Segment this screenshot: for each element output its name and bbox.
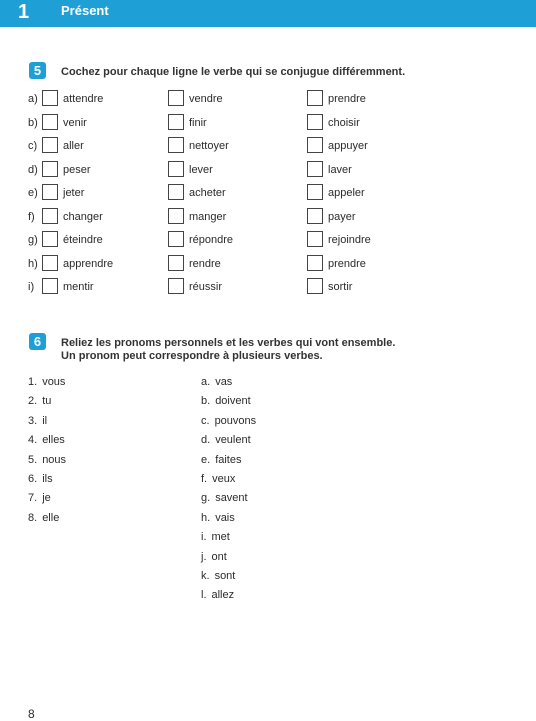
pronoun-item-number: 1. [28, 376, 38, 388]
pronoun-item-text: je [42, 492, 51, 505]
verb-item [201, 414, 256, 428]
checkbox[interactable] [42, 137, 58, 153]
exercise-6-instruction-line2: Un pronom peut correspondre à plusieurs verbes. [61, 350, 323, 362]
verb-label: appeler [328, 187, 365, 199]
pronoun-item-number: 5. [28, 453, 38, 466]
row-letter: g) [28, 234, 38, 246]
verb-label: choisir [328, 116, 360, 129]
verb-label: lever [189, 163, 213, 176]
verb-label: changer [63, 210, 103, 223]
verb-item [201, 530, 230, 544]
verb-item [201, 491, 248, 505]
verb-item-text: met [211, 531, 230, 544]
verb-item [201, 394, 251, 408]
row-letter: i) [28, 281, 35, 293]
verb-label: acheter [189, 187, 226, 199]
verb-item [201, 511, 235, 525]
row-letter: h) [28, 257, 38, 270]
checkbox[interactable] [307, 255, 323, 271]
verb-item-number: l. [201, 589, 207, 602]
exercise-6-instruction-line1: Reliez les pronoms personnels et les verbes qui vont ensemble. [61, 337, 396, 349]
row-letter: a) [28, 93, 38, 105]
chapter-title: Présent [61, 3, 109, 18]
checkbox[interactable] [168, 90, 184, 106]
pronoun-item [28, 453, 66, 467]
verb-item-text: savent [215, 492, 248, 505]
exercise-5-badge: 5 [29, 62, 46, 79]
verb-item-text: doivent [215, 395, 251, 408]
pronoun-item-number: 2. [28, 395, 38, 408]
verb-item-text: veux [212, 473, 236, 485]
verb-item-text: ont [211, 550, 227, 563]
exercise-5-row [28, 184, 508, 202]
verb-item [201, 472, 235, 486]
row-letter: c) [28, 140, 38, 152]
pronoun-item-text: tu [42, 395, 52, 408]
verb-item-number: c. [201, 414, 210, 427]
verb-label: vendre [189, 93, 223, 105]
exercise-5-row [28, 255, 508, 273]
chapter-number: 1 [18, 1, 30, 23]
checkbox[interactable] [168, 137, 184, 153]
pronoun-item-number: 4. [28, 434, 38, 447]
checkbox[interactable] [42, 231, 58, 247]
verb-label: mentir [63, 281, 94, 293]
verb-label: attendre [63, 93, 104, 105]
pronoun-item [28, 511, 59, 525]
checkbox[interactable] [307, 137, 323, 153]
pronoun-item [28, 472, 53, 486]
exercise-5-row [28, 231, 508, 249]
verb-item-number: d. [201, 434, 211, 447]
verb-label: appuyer [328, 140, 368, 152]
pronoun-item-text: ils [42, 473, 53, 485]
verb-item-text: sont [214, 570, 236, 582]
checkbox[interactable] [42, 278, 58, 294]
verb-item-number: j. [201, 550, 207, 563]
checkbox[interactable] [168, 208, 184, 224]
pronoun-item-number: 7. [28, 492, 38, 505]
verb-item-number: g. [201, 492, 211, 505]
verb-label: manger [189, 210, 227, 223]
verb-label: prendre [328, 257, 366, 270]
verb-item-text: faites [215, 453, 242, 466]
pronoun-item-number: 3. [28, 414, 38, 427]
checkbox[interactable] [42, 184, 58, 200]
checkbox[interactable] [307, 90, 323, 106]
verb-item [201, 569, 235, 583]
pronoun-item-text: nous [42, 453, 67, 466]
checkbox[interactable] [307, 278, 323, 294]
checkbox[interactable] [42, 114, 58, 130]
exercise-5-row [28, 278, 508, 296]
exercise-5-row [28, 161, 508, 179]
checkbox[interactable] [42, 90, 58, 106]
verb-item-text: veulent [215, 434, 251, 447]
exercise-5-row [28, 137, 508, 155]
exercise-5-row [28, 208, 508, 226]
verb-item [201, 588, 234, 602]
chapter-header-bar [0, 0, 536, 27]
verb-label: répondre [189, 234, 234, 246]
verb-label: apprendre [63, 257, 114, 270]
verb-item-text: vas [215, 376, 233, 388]
verb-item [201, 375, 232, 389]
verb-item-number: k. [201, 570, 210, 582]
verb-label: éteindre [63, 234, 103, 246]
verb-item-number: a. [201, 376, 211, 388]
pronoun-item-number: 8. [28, 511, 38, 524]
pronoun-item [28, 414, 47, 428]
verb-item-text: pouvons [214, 414, 257, 427]
verb-item-number: i. [201, 531, 207, 544]
pronoun-item-text: vous [42, 376, 66, 388]
exercise-5-instruction: Cochez pour chaque ligne le verbe qui se conjugue différemment. [61, 66, 406, 78]
pronoun-item-text: elles [42, 434, 65, 447]
pronoun-item [28, 433, 65, 447]
checkbox[interactable] [307, 184, 323, 200]
verb-label: venir [63, 116, 87, 129]
pronoun-item-number: 6. [28, 473, 38, 485]
row-letter: d) [28, 163, 38, 176]
row-letter: e) [28, 187, 38, 199]
checkbox[interactable] [307, 114, 323, 130]
verb-label: rendre [189, 257, 221, 270]
verb-label: payer [328, 210, 356, 223]
verb-item [201, 550, 227, 564]
checkbox[interactable] [168, 114, 184, 130]
checkbox[interactable] [168, 278, 184, 294]
verb-label: nettoyer [189, 140, 229, 152]
verb-item-number: h. [201, 511, 211, 524]
verb-label: finir [189, 116, 207, 129]
row-letter: b) [28, 116, 38, 129]
verb-item [201, 433, 251, 447]
verb-label: réussir [189, 281, 223, 293]
pronoun-item-text: il [42, 414, 48, 427]
verb-item-text: vais [215, 511, 235, 524]
exercise-6-badge: 6 [29, 333, 46, 350]
checkbox[interactable] [307, 161, 323, 177]
row-letter: f) [28, 210, 35, 223]
verb-label: laver [328, 163, 352, 176]
checkbox[interactable] [42, 208, 58, 224]
verb-label: jeter [63, 187, 85, 199]
pronoun-item-text: elle [42, 511, 60, 524]
checkbox[interactable] [42, 255, 58, 271]
checkbox[interactable] [42, 161, 58, 177]
checkbox[interactable] [168, 255, 184, 271]
checkbox[interactable] [168, 231, 184, 247]
verb-label: rejoindre [328, 234, 371, 246]
verb-item [201, 453, 241, 467]
checkbox[interactable] [307, 231, 323, 247]
pronoun-item [28, 491, 51, 505]
pronoun-item [28, 394, 51, 408]
verb-label: prendre [328, 93, 366, 105]
checkbox[interactable] [168, 161, 184, 177]
verb-label: aller [63, 140, 84, 152]
verb-item-text: allez [211, 589, 235, 602]
checkbox[interactable] [168, 184, 184, 200]
checkbox[interactable] [307, 208, 323, 224]
verb-item-number: e. [201, 453, 211, 466]
pronoun-item [28, 375, 65, 389]
verb-item-number: b. [201, 395, 211, 408]
verb-label: peser [63, 163, 91, 176]
verb-label: sortir [328, 281, 353, 293]
verb-item-number: f. [201, 473, 208, 485]
page-number: 8 [28, 707, 35, 721]
exercise-5-row [28, 90, 508, 108]
exercise-5-row [28, 114, 508, 132]
